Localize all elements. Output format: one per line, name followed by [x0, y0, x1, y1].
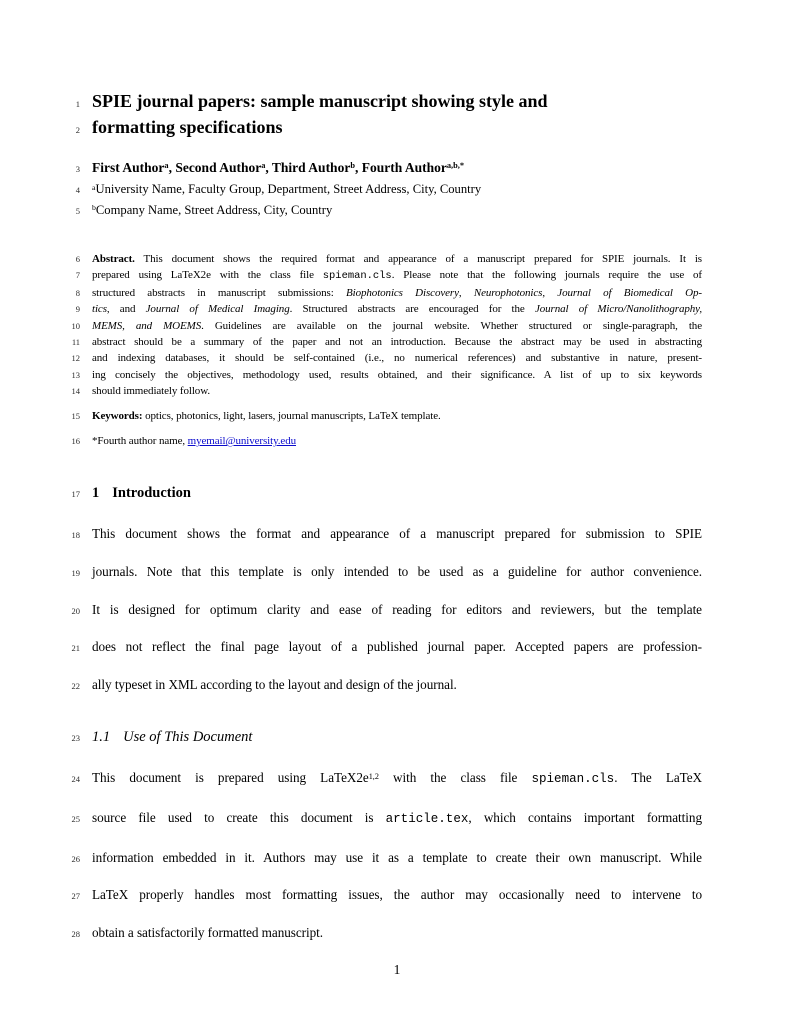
line-text — [92, 876, 702, 914]
doc-line — [24, 158, 794, 180]
doc-line — [24, 251, 794, 267]
line-text — [92, 301, 702, 317]
doc-line — [24, 666, 794, 704]
doc-line — [24, 628, 794, 666]
abstract — [24, 251, 794, 400]
line-number: 27 — [71, 891, 80, 902]
line-text — [92, 839, 702, 877]
line-text — [92, 483, 702, 503]
doc-line — [24, 553, 794, 591]
line-text — [92, 759, 702, 799]
text-run: Journal of Biomedical Op- — [557, 286, 702, 299]
paragraph — [24, 515, 794, 703]
doc-line — [24, 515, 794, 553]
text-run: It is designed for optimum clarity and ease of reading for editors and reviewers, but the template — [92, 601, 702, 617]
line-number: 15 — [71, 410, 80, 421]
text-run: , Second Author — [168, 160, 262, 175]
text-run: formatting specifications — [92, 117, 283, 137]
text-run: This document shows the required format and appearance of a manuscript prepared for SPIE journals. It is — [134, 253, 702, 265]
doc-line — [24, 285, 794, 301]
line-number: 12 — [71, 353, 80, 364]
line-number: 5 — [75, 205, 80, 216]
line-number: 13 — [71, 369, 80, 380]
text-run: obtain a satisfactorily formatted manuscript. — [92, 924, 324, 940]
text-run: ally typeset in XML according to the layout and design of the journal. — [92, 676, 457, 692]
footnote — [24, 433, 794, 449]
text-run: does not reflect the final page layout of a published journal paper. Accepted papers are profession- — [92, 639, 702, 655]
line-text — [92, 158, 702, 180]
line-text — [92, 433, 702, 449]
text-run: Journal of Medical Imaging — [145, 303, 290, 316]
line-text — [92, 515, 702, 553]
line-number: 17 — [71, 489, 80, 500]
superscript: a — [261, 161, 266, 171]
inline-code: spieman.cls — [322, 270, 392, 283]
text-run: Keywords: — [92, 409, 143, 422]
line-text — [92, 267, 702, 284]
line-number: 9 — [75, 304, 80, 315]
line-text — [92, 350, 702, 366]
inline-code: spieman.cls — [531, 772, 615, 787]
text-run: with the class file — [378, 770, 532, 786]
superscript: 1,2 — [368, 771, 379, 781]
line-text — [92, 88, 702, 114]
line-text — [92, 628, 702, 666]
line-number: 10 — [71, 320, 80, 331]
line-text — [92, 383, 702, 399]
line-text — [92, 727, 702, 747]
doc-line — [24, 267, 794, 284]
superscript: b — [92, 203, 96, 212]
line-number: 24 — [71, 774, 80, 785]
line-number: 21 — [71, 643, 80, 654]
superscript: a — [164, 161, 169, 171]
page-number: 1 — [393, 962, 401, 978]
doc-line — [24, 318, 794, 334]
document-content — [24, 88, 794, 951]
doc-line — [24, 88, 794, 114]
line-text — [92, 114, 702, 140]
line-number: 4 — [75, 185, 80, 195]
line-number: 3 — [75, 164, 80, 174]
doc-line — [24, 483, 794, 503]
line-text — [92, 318, 702, 334]
doc-line — [24, 433, 794, 449]
text-run: and indexing databases, it should be self-contained (i.e., no numerical references) and substantive in nature, present- — [92, 352, 702, 365]
line-number: 6 — [75, 254, 80, 264]
text-run: 1 — [92, 485, 100, 502]
doc-line — [24, 383, 794, 399]
text-run: . Please note that the following journals require the use of — [391, 269, 702, 282]
text-run: Use of This Document — [123, 729, 253, 746]
line-text — [92, 408, 702, 424]
line-number: 7 — [75, 270, 80, 281]
paragraph — [24, 759, 794, 951]
line-number: 19 — [71, 568, 80, 579]
text-run: . Structured abstracts are encouraged for the — [289, 303, 535, 316]
text-run: , — [542, 286, 558, 299]
text-run: ing concisely the objectives, methodology used, results obtained, and their significance. A list of up to six keywords — [92, 368, 702, 381]
text-run: This document is prepared using LaTeX2e — [92, 770, 369, 786]
line-number: 23 — [71, 733, 80, 744]
text-run: First Author — [92, 160, 165, 175]
line-number: 22 — [71, 680, 80, 691]
line-number: 26 — [71, 853, 80, 864]
text-run: prepared using LaTeX2e with the class file — [92, 269, 323, 282]
doc-line — [24, 201, 794, 222]
text-run: . The LaTeX — [614, 770, 702, 786]
section-heading — [24, 483, 794, 503]
line-number: 11 — [71, 337, 80, 348]
text-run: abstract should be a summary of the paper and not an introduction. Because the abstract may be used in abstracting — [92, 336, 702, 349]
doc-line — [24, 876, 794, 914]
doc-line — [24, 759, 794, 799]
text-run: . Guidelines are available on the journal website. Whether structured or single-paragraph, the — [201, 319, 702, 332]
text-run: SPIE journal papers: sample manuscript showing style and — [92, 91, 548, 111]
doc-line — [24, 301, 794, 317]
text-run: 1.1 — [92, 729, 111, 746]
affiliations — [24, 180, 794, 221]
line-text — [92, 666, 702, 704]
doc-line — [24, 799, 794, 839]
line-number: 28 — [71, 928, 80, 939]
line-number: 1 — [75, 99, 80, 109]
line-text — [92, 180, 702, 201]
line-text — [92, 367, 702, 383]
superscript: b — [350, 161, 355, 171]
superscript: a — [92, 182, 96, 192]
line-text — [92, 553, 702, 591]
inline-code: article.tex — [385, 812, 469, 827]
text-run: optics, photonics, light, lasers, journal manuscripts, LaTeX template. — [142, 409, 441, 422]
line-text — [92, 285, 702, 301]
text-run: , Fourth Author — [354, 160, 447, 175]
subsection-heading — [24, 727, 794, 747]
line-number: 14 — [71, 386, 80, 397]
keywords — [24, 408, 794, 424]
line-text — [92, 334, 702, 350]
line-number: 18 — [71, 530, 80, 541]
text-run: *Fourth author name, — [92, 435, 188, 448]
text-run: , — [458, 286, 474, 299]
doc-line — [24, 334, 794, 350]
line-number: 16 — [71, 436, 80, 447]
text-run: This document shows the format and appearance of a manuscript prepared for submission to SPIE — [92, 526, 702, 542]
title — [24, 88, 794, 140]
line-text — [92, 201, 702, 222]
line-number: 20 — [71, 605, 80, 616]
doc-line — [24, 367, 794, 383]
text-run: information embedded in it. Authors may use it as a template to create their own manuscript. While — [92, 849, 702, 865]
doc-line — [24, 350, 794, 366]
text-run: Introduction — [112, 485, 191, 502]
text-run: structured abstracts in manuscript submissions: — [92, 286, 347, 299]
line-number: 25 — [71, 814, 80, 825]
authors — [24, 158, 794, 180]
doc-line — [24, 408, 794, 424]
text-run: Neurophotonics — [473, 286, 543, 299]
email-link[interactable]: myemail@university.edu — [187, 435, 297, 448]
doc-line — [24, 727, 794, 747]
text-run: journals. Note that this template is only intended to be used as a guideline for author convenience. — [92, 564, 702, 580]
text-run: LaTeX properly handles most formatting issues, the author may occasionally need to intervene to — [92, 887, 702, 903]
line-text — [92, 914, 702, 952]
text-run: Biophotonics Discovery — [346, 286, 459, 299]
text-run: tics — [92, 303, 107, 316]
line-number: 2 — [75, 125, 80, 135]
text-run: , Third Author — [265, 160, 351, 175]
text-run: University Name, Faculty Group, Department, Street Address, City, Country — [95, 182, 482, 196]
text-run: Abstract. — [92, 253, 135, 265]
doc-line — [24, 180, 794, 201]
text-run: Company Name, Street Address, City, Country — [95, 202, 333, 217]
doc-line — [24, 114, 794, 140]
text-run: source file used to create this document is — [92, 810, 386, 826]
text-run: should immediately follow. — [92, 385, 210, 398]
line-text — [92, 251, 702, 267]
doc-line — [24, 914, 794, 952]
text-run: MEMS, and MOEMS — [92, 319, 202, 332]
doc-line — [24, 591, 794, 629]
line-number: 8 — [75, 287, 80, 298]
line-text — [92, 591, 702, 629]
text-run: , which contains important formatting — [468, 810, 702, 826]
text-run: , and — [106, 303, 146, 316]
superscript: a,b,* — [446, 161, 465, 171]
text-run: Journal of Micro/Nanolithography, — [534, 303, 702, 316]
line-text — [92, 799, 702, 839]
doc-line — [24, 839, 794, 877]
